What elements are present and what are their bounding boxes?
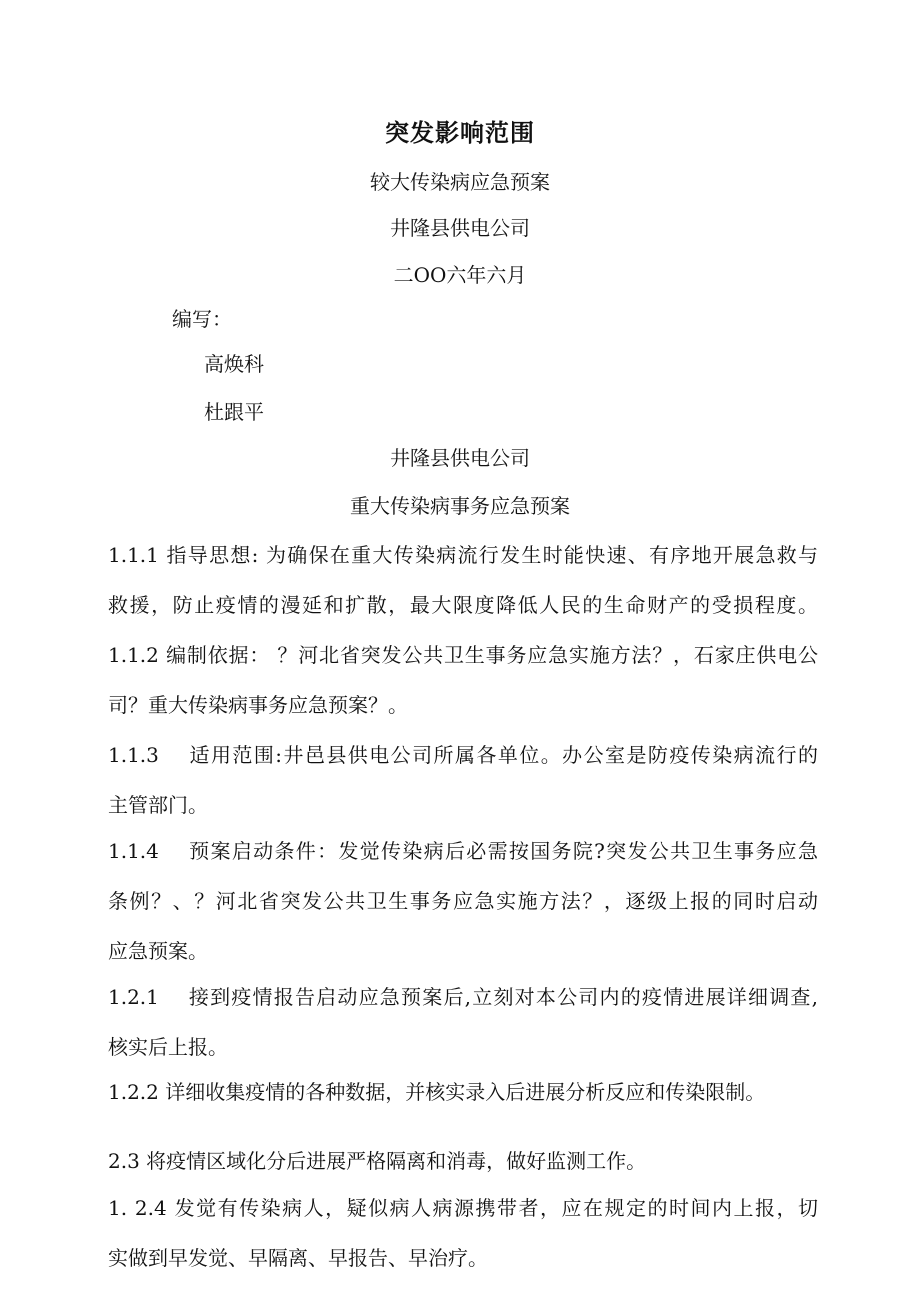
editors-label: 编写： xyxy=(172,307,232,331)
paragraph-line: 1.1.3 适用范围:井邑县供电公司所属各单位。办公室是防疫传染病流行的 xyxy=(108,743,818,767)
paragraph-line: 救援，防止疫情的漫延和扩散，最大限度降低人民的生命财产的受损程度。 xyxy=(108,593,818,617)
paragraph-1-2-4 xyxy=(108,1183,818,1283)
cover-company: 井隆县供电公司 xyxy=(390,216,530,240)
paragraph-line: 核实后上报。 xyxy=(108,1035,228,1059)
paragraph-line: 应急预案。 xyxy=(108,939,208,963)
paragraph-1-1-2 xyxy=(108,630,818,730)
paragraph-1-2-2 xyxy=(108,1067,818,1117)
document-title: 突发影响范围 xyxy=(385,119,535,147)
paragraph-1-1-3 xyxy=(108,730,818,830)
paragraph-line: 条例？、？河北省突发公共卫生事务应急实施方法？，逐级上报的同时启动 xyxy=(108,889,818,913)
paragraph-line: 1. 2.4 发觉有传染病人，疑似病人病源携带者，应在规定的时间内上报，切 xyxy=(108,1196,818,1220)
paragraph-line: 1.1.4 预案启动条件：发觉传染病后必需按国务院?突发公共卫生事务应急 xyxy=(108,839,818,863)
paragraph-1-2-1 xyxy=(108,972,818,1072)
paragraph-line: 1.2.1 接到疫情报告启动应急预案后,立刻对本公司内的疫情进展详细调查, xyxy=(108,985,818,1009)
paragraph-line: 实做到早发觉、早隔离、早报告、早治疗。 xyxy=(108,1246,488,1270)
paragraph-line: 2.3 将疫情区域化分后进展严格隔离和消毒，做好监测工作。 xyxy=(108,1149,647,1173)
paragraph-line: 司？重大传染病事务应急预案？。 xyxy=(108,693,408,717)
section-title: 重大传染病事务应急预案 xyxy=(350,494,570,518)
paragraph-1-1-4 xyxy=(108,826,818,976)
paragraph-line: 1.1.1 指导思想: 为确保在重大传染病流行发生时能快速、有序地开展急救与 xyxy=(108,543,818,567)
paragraph-1-1-1 xyxy=(108,530,818,630)
paragraph-2-3 xyxy=(108,1136,818,1186)
editor-name: 杜跟平 xyxy=(204,400,264,424)
paragraph-line: 1.1.2 编制依据： ？河北省突发公共卫生事务应急实施方法？，石家庄供电公 xyxy=(108,643,818,667)
cover-date: 二OO六年六月 xyxy=(393,263,527,287)
section-company: 井隆县供电公司 xyxy=(390,446,530,470)
paragraph-line: 1.2.2 详细收集疫情的各种数据，并核实录入后进展分析反应和传染限制。 xyxy=(108,1080,766,1104)
paragraph-line: 主管部门。 xyxy=(108,793,208,817)
editor-name: 高焕科 xyxy=(204,352,264,376)
document-subtitle: 较大传染病应急预案 xyxy=(370,170,550,194)
